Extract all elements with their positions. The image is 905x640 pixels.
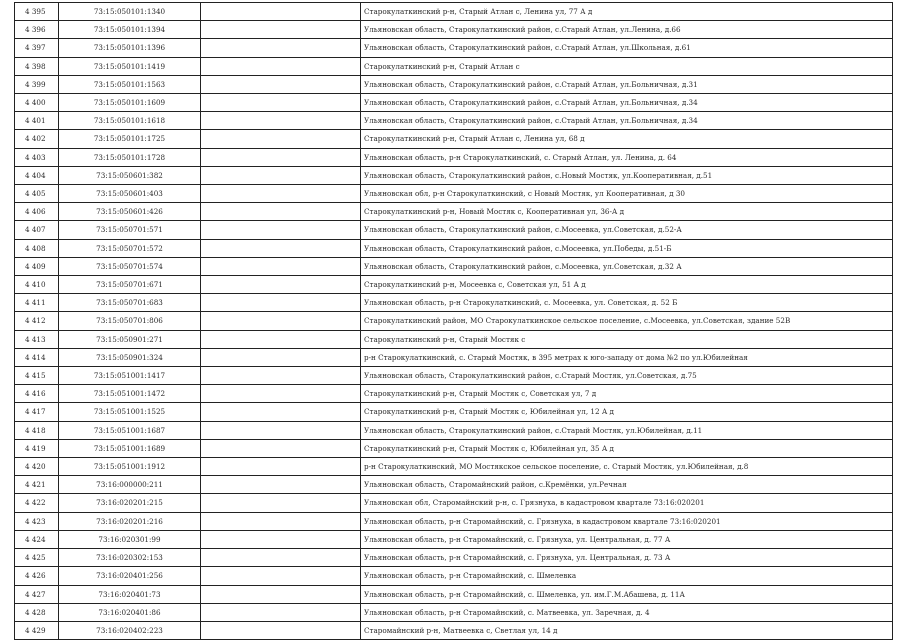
row-number-cell: 4 404 <box>15 166 59 184</box>
row-number-cell: 4 395 <box>15 3 59 21</box>
table-row <box>15 512 893 530</box>
row-number-cell: 4 419 <box>15 439 59 457</box>
table-row <box>15 57 893 75</box>
table-row <box>15 530 893 548</box>
address-cell: Ульяновская область, р-н Старомайнский, с. Грязнуха, ул. Центральная, д. 77 А <box>361 530 893 548</box>
empty-cell <box>201 312 361 330</box>
cadastral-number-cell: 73:15:050701:683 <box>59 294 201 312</box>
row-number-cell: 4 415 <box>15 367 59 385</box>
table-row <box>15 39 893 57</box>
table-row <box>15 476 893 494</box>
empty-cell <box>201 549 361 567</box>
table-row <box>15 294 893 312</box>
row-number-cell: 4 396 <box>15 21 59 39</box>
row-number-cell: 4 410 <box>15 276 59 294</box>
empty-cell <box>201 21 361 39</box>
row-number-cell: 4 414 <box>15 348 59 366</box>
address-cell: Старокулаткинский р-н, Старый Мостяк с, Юбилейная ул, 12 А д <box>361 403 893 421</box>
empty-cell <box>201 439 361 457</box>
empty-cell <box>201 148 361 166</box>
address-cell: Старокулаткинский р-н, Старый Атлан с, Ленина ул, 68 д <box>361 130 893 148</box>
registry-table <box>14 2 893 640</box>
empty-cell <box>201 585 361 603</box>
row-number-cell: 4 399 <box>15 75 59 93</box>
table-row <box>15 330 893 348</box>
cadastral-number-cell: 73:15:050701:572 <box>59 239 201 257</box>
table-row <box>15 494 893 512</box>
row-number-cell: 4 425 <box>15 549 59 567</box>
cadastral-number-cell: 73:15:050101:1396 <box>59 39 201 57</box>
cadastral-number-cell: 73:15:050101:1728 <box>59 148 201 166</box>
cadastral-number-cell: 73:15:050601:426 <box>59 203 201 221</box>
empty-cell <box>201 39 361 57</box>
cadastral-number-cell: 73:15:051001:1912 <box>59 458 201 476</box>
cadastral-number-cell: 73:15:051001:1689 <box>59 439 201 457</box>
empty-cell <box>201 276 361 294</box>
empty-cell <box>201 403 361 421</box>
cadastral-number-cell: 73:16:020401:86 <box>59 603 201 621</box>
table-row <box>15 312 893 330</box>
empty-cell <box>201 239 361 257</box>
row-number-cell: 4 403 <box>15 148 59 166</box>
table-row <box>15 21 893 39</box>
cadastral-number-cell: 73:15:050701:571 <box>59 221 201 239</box>
address-cell: Ульяновская область, Старокулаткинский район, с.Мосеевка, ул.Победы, д.51-Б <box>361 239 893 257</box>
table-row <box>15 403 893 421</box>
row-number-cell: 4 406 <box>15 203 59 221</box>
address-cell: Ульяновская область, р-н Старомайнский, с. Грязнуха, ул. Центральная, д. 73 А <box>361 549 893 567</box>
row-number-cell: 4 409 <box>15 257 59 275</box>
address-cell: Ульяновская область, р-н Старокулаткинский, с. Мосеевка, ул. Советская, д. 52 Б <box>361 294 893 312</box>
address-cell: Старокулаткинский р-н, Старый Мостяк с, Юбилейная ул, 35 А д <box>361 439 893 457</box>
row-number-cell: 4 420 <box>15 458 59 476</box>
row-number-cell: 4 423 <box>15 512 59 530</box>
cadastral-number-cell: 73:15:051001:1687 <box>59 421 201 439</box>
address-cell: Ульяновская область, Старокулаткинский район, с.Старый Атлан, ул.Больничная, д.34 <box>361 112 893 130</box>
table-row <box>15 257 893 275</box>
table-row <box>15 148 893 166</box>
cadastral-number-cell: 73:15:050101:1725 <box>59 130 201 148</box>
row-number-cell: 4 418 <box>15 421 59 439</box>
address-cell: Ульяновская область, Старокулаткинский район, с.Старый Атлан, ул.Школьная, д.61 <box>361 39 893 57</box>
empty-cell <box>201 567 361 585</box>
address-cell: Ульяновская область, Старокулаткинский район, с.Старый Атлан, ул.Больничная, д.31 <box>361 75 893 93</box>
table-row <box>15 203 893 221</box>
row-number-cell: 4 401 <box>15 112 59 130</box>
cadastral-number-cell: 73:16:020401:256 <box>59 567 201 585</box>
table-row <box>15 603 893 621</box>
row-number-cell: 4 426 <box>15 567 59 585</box>
empty-cell <box>201 75 361 93</box>
address-cell: Старокулаткинский р-н, Мосеевка с, Советская ул, 51 А д <box>361 276 893 294</box>
empty-cell <box>201 421 361 439</box>
row-number-cell: 4 424 <box>15 530 59 548</box>
empty-cell <box>201 185 361 203</box>
cadastral-number-cell: 73:15:050101:1563 <box>59 75 201 93</box>
address-cell: Старокулаткинский р-н, Старый Атлан с, Ленина ул, 77 А д <box>361 3 893 21</box>
table-row <box>15 458 893 476</box>
address-cell: Старокулаткинский р-н, Новый Мостяк с, Кооперативная ул, 36-А д <box>361 203 893 221</box>
address-cell: р-н Старокулаткинский, МО Мостякское сельское поселение, с. Старый Мостяк, ул.Юбилейная, д.8 <box>361 458 893 476</box>
registry-table-body <box>15 3 893 640</box>
address-cell: Ульяновская обл, Старомайнский р-н, с. Грязнуха, в кадастровом квартале 73:16:020201 <box>361 494 893 512</box>
address-cell: Ульяновская область, Старокулаткинский район, с.Старый Атлан, ул.Ленина, д.66 <box>361 21 893 39</box>
cadastral-number-cell: 73:16:020201:216 <box>59 512 201 530</box>
empty-cell <box>201 385 361 403</box>
cadastral-number-cell: 73:15:051001:1525 <box>59 403 201 421</box>
empty-cell <box>201 367 361 385</box>
empty-cell <box>201 221 361 239</box>
address-cell: Старокулаткинский район, МО Старокулаткинское сельское поселение, с.Мосеевка, ул.Советская, здание 52В <box>361 312 893 330</box>
address-cell: Ульяновская область, Старокулаткинский район, с.Мосеевка, ул.Советская, д.52-А <box>361 221 893 239</box>
table-row <box>15 185 893 203</box>
table-row <box>15 94 893 112</box>
table-row <box>15 621 893 639</box>
cadastral-number-cell: 73:16:020402:223 <box>59 621 201 639</box>
row-number-cell: 4 428 <box>15 603 59 621</box>
empty-cell <box>201 512 361 530</box>
empty-cell <box>201 3 361 21</box>
address-cell: Старокулаткинский р-н, Старый Атлан с <box>361 57 893 75</box>
empty-cell <box>201 112 361 130</box>
row-number-cell: 4 405 <box>15 185 59 203</box>
table-row <box>15 385 893 403</box>
cadastral-number-cell: 73:16:020302:153 <box>59 549 201 567</box>
table-row <box>15 166 893 184</box>
row-number-cell: 4 397 <box>15 39 59 57</box>
cadastral-number-cell: 73:15:050701:671 <box>59 276 201 294</box>
row-number-cell: 4 411 <box>15 294 59 312</box>
cadastral-number-cell: 73:16:020301:99 <box>59 530 201 548</box>
cadastral-number-cell: 73:15:050101:1609 <box>59 94 201 112</box>
empty-cell <box>201 330 361 348</box>
cadastral-number-cell: 73:15:050901:271 <box>59 330 201 348</box>
table-row <box>15 421 893 439</box>
empty-cell <box>201 130 361 148</box>
cadastral-number-cell: 73:15:050601:382 <box>59 166 201 184</box>
table-row <box>15 439 893 457</box>
table-row <box>15 130 893 148</box>
address-cell: Ульяновская область, р-н Старомайнский, с. Грязнуха, в кадастровом квартале 73:16:020201 <box>361 512 893 530</box>
cadastral-number-cell: 73:15:050101:1340 <box>59 3 201 21</box>
cadastral-number-cell: 73:15:051001:1417 <box>59 367 201 385</box>
table-row <box>15 549 893 567</box>
row-number-cell: 4 398 <box>15 57 59 75</box>
row-number-cell: 4 412 <box>15 312 59 330</box>
table-row <box>15 276 893 294</box>
cadastral-number-cell: 73:15:051001:1472 <box>59 385 201 403</box>
row-number-cell: 4 421 <box>15 476 59 494</box>
empty-cell <box>201 57 361 75</box>
table-row <box>15 112 893 130</box>
cadastral-number-cell: 73:15:050101:1394 <box>59 21 201 39</box>
row-number-cell: 4 413 <box>15 330 59 348</box>
address-cell: Старокулаткинский р-н, Старый Мостяк с <box>361 330 893 348</box>
empty-cell <box>201 348 361 366</box>
cadastral-number-cell: 73:15:050101:1618 <box>59 112 201 130</box>
row-number-cell: 4 416 <box>15 385 59 403</box>
cadastral-number-cell: 73:15:050101:1419 <box>59 57 201 75</box>
empty-cell <box>201 257 361 275</box>
row-number-cell: 4 429 <box>15 621 59 639</box>
registry-sheet <box>14 2 892 640</box>
cadastral-number-cell: 73:16:020201:215 <box>59 494 201 512</box>
address-cell: Ульяновская область, р-н Старомайнский, с. Матвеевка, ул. Заречная, д. 4 <box>361 603 893 621</box>
row-number-cell: 4 422 <box>15 494 59 512</box>
empty-cell <box>201 94 361 112</box>
empty-cell <box>201 166 361 184</box>
empty-cell <box>201 476 361 494</box>
table-row <box>15 75 893 93</box>
address-cell: Ульяновская область, р-н Старомайнский, с. Шмелевка, ул. им.Г.М.Абашева, д. 11А <box>361 585 893 603</box>
empty-cell <box>201 621 361 639</box>
address-cell: Ульяновская область, Старокулаткинский район, с.Новый Мостяк, ул.Кооперативная, д.51 <box>361 166 893 184</box>
cadastral-number-cell: 73:15:050901:324 <box>59 348 201 366</box>
address-cell: Ульяновская обл, р-н Старокулаткинский, с Новый Мостяк, ул Кооперативная, д 30 <box>361 185 893 203</box>
address-cell: Ульяновская область, Старокулаткинский район, с.Мосеевка, ул.Советская, д.32 А <box>361 257 893 275</box>
row-number-cell: 4 407 <box>15 221 59 239</box>
table-row <box>15 348 893 366</box>
address-cell: Ульяновская область, Старокулаткинский район, с.Старый Мостяк, ул.Юбилейная, д.11 <box>361 421 893 439</box>
cadastral-number-cell: 73:16:020401:73 <box>59 585 201 603</box>
table-row <box>15 367 893 385</box>
table-row <box>15 239 893 257</box>
address-cell: Ульяновская область, Старокулаткинский район, с.Старый Мостяк, ул.Советская, д.75 <box>361 367 893 385</box>
empty-cell <box>201 530 361 548</box>
address-cell: Ульяновская область, р-н Старомайнский, с. Шмелевка <box>361 567 893 585</box>
empty-cell <box>201 603 361 621</box>
cadastral-number-cell: 73:15:050701:574 <box>59 257 201 275</box>
row-number-cell: 4 408 <box>15 239 59 257</box>
address-cell: Старокулаткинский р-н, Старый Мостяк с, Советская ул, 7 д <box>361 385 893 403</box>
cadastral-number-cell: 73:15:050701:806 <box>59 312 201 330</box>
table-row <box>15 221 893 239</box>
cadastral-number-cell: 73:16:000000:211 <box>59 476 201 494</box>
address-cell: р-н Старокулаткинский, с. Старый Мостяк, в 395 метрах к юго-западу от дома №2 по ул.Юбилейная <box>361 348 893 366</box>
row-number-cell: 4 417 <box>15 403 59 421</box>
table-row <box>15 3 893 21</box>
table-row <box>15 585 893 603</box>
row-number-cell: 4 400 <box>15 94 59 112</box>
empty-cell <box>201 458 361 476</box>
empty-cell <box>201 203 361 221</box>
table-row <box>15 567 893 585</box>
row-number-cell: 4 402 <box>15 130 59 148</box>
row-number-cell: 4 427 <box>15 585 59 603</box>
empty-cell <box>201 294 361 312</box>
address-cell: Ульяновская область, Старокулаткинский район, с.Старый Атлан, ул.Больничная, д.34 <box>361 94 893 112</box>
cadastral-number-cell: 73:15:050601:403 <box>59 185 201 203</box>
address-cell: Ульяновская область, Старомайнский район, с.Кремёнки, ул.Речная <box>361 476 893 494</box>
empty-cell <box>201 494 361 512</box>
address-cell: Ульяновская область, р-н Старокулаткинский, с. Старый Атлан, ул. Ленина, д. 64 <box>361 148 893 166</box>
address-cell: Старомайнский р-н, Матвеевка с, Светлая ул, 14 д <box>361 621 893 639</box>
